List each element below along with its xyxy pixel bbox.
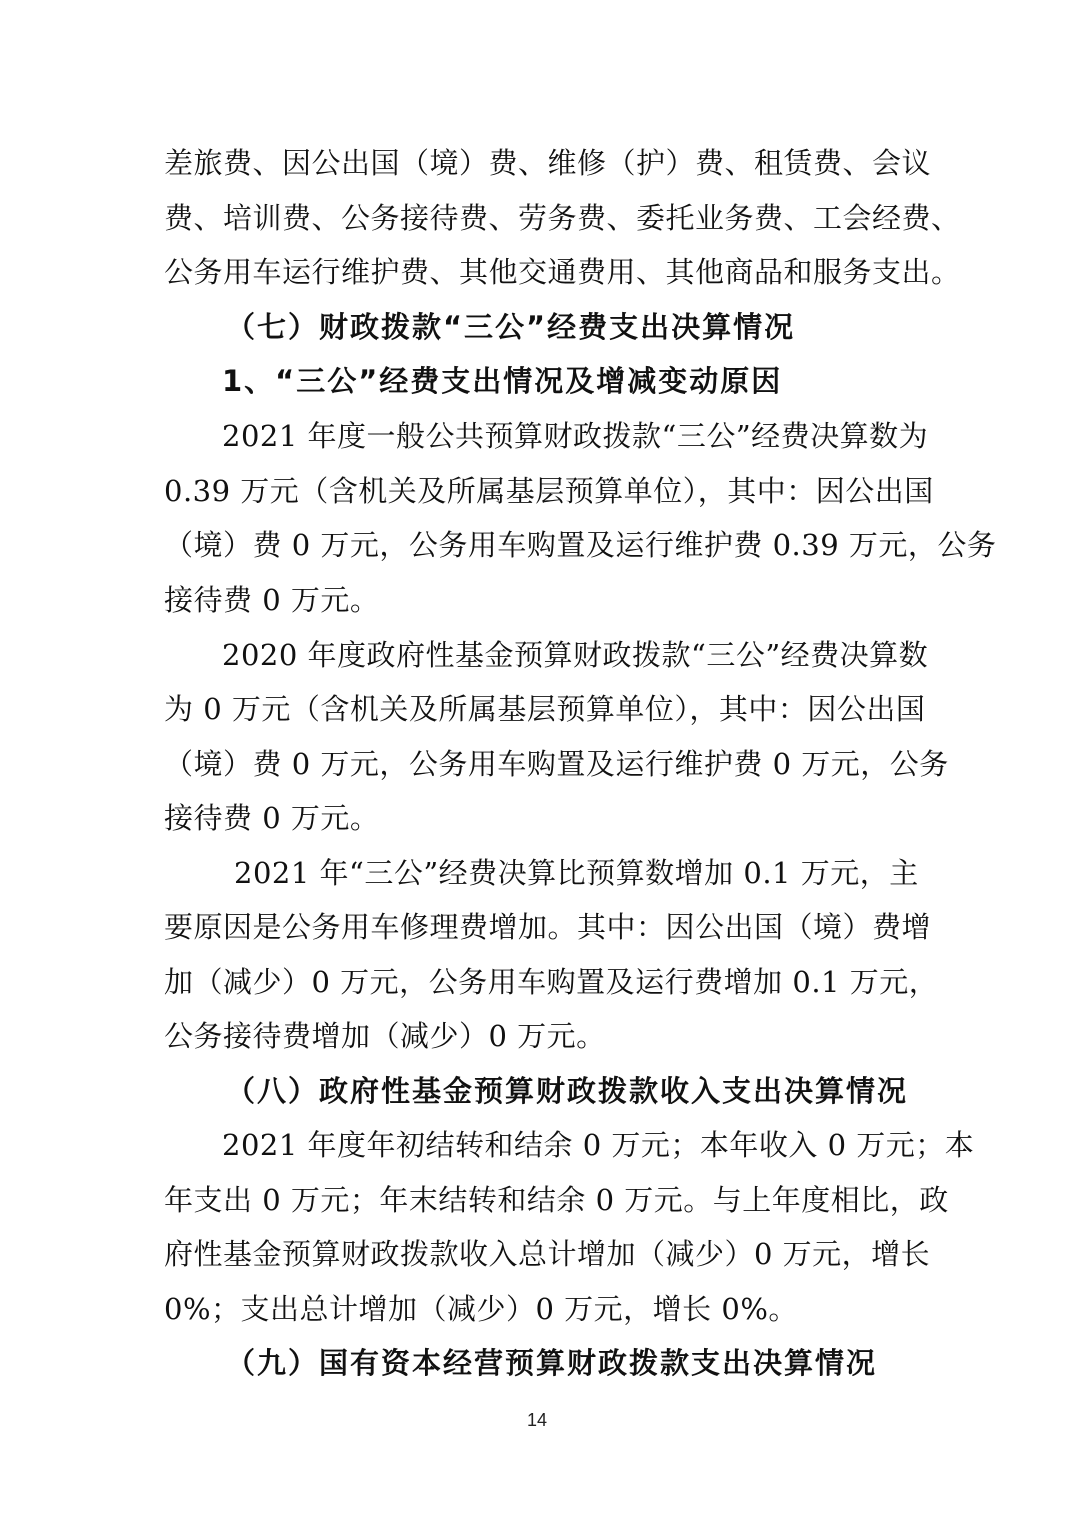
body-line: （境）费 0 万元，公务用车购置及运行维护费 0 万元，公务	[164, 747, 949, 781]
body-line: （境）费 0 万元，公务用车购置及运行维护费 0.39 万元，公务	[164, 528, 997, 562]
body-line: 2021 年度一般公共预算财政拨款“三公”经费决算数为	[222, 419, 929, 453]
body-line: 公务接待费增加（减少）0 万元。	[164, 1019, 606, 1053]
section-heading-9: （九）国有资本经营预算财政拨款支出决算情况	[226, 1346, 878, 1380]
body-line: 接待费 0 万元。	[164, 801, 380, 835]
body-line: 年支出 0 万元；年末结转和结余 0 万元。与上年度相比，政	[164, 1183, 949, 1217]
body-line: 2020 年度政府性基金预算财政拨款“三公”经费决算数	[222, 638, 929, 672]
body-line: 公务用车运行维护费、其他交通费用、其他商品和服务支出。	[164, 255, 961, 289]
section-heading-8: （八）政府性基金预算财政拨款收入支出决算情况	[226, 1074, 909, 1108]
section-heading-7: （七）财政拨款“三公”经费支出决算情况	[226, 310, 796, 344]
body-line: 为 0 万元（含机关及所属基层预算单位），其中：因公出国	[164, 692, 926, 726]
body-line: 2021 年度年初结转和结余 0 万元；本年收入 0 万元；本	[222, 1128, 975, 1162]
subsection-heading-1: 1、“三公”经费支出情况及增减变动原因	[222, 364, 783, 398]
body-line: 0%；支出总计增加（减少）0 万元，增长 0%。	[164, 1292, 798, 1326]
body-line: 2021 年“三公”经费决算比预算数增加 0.1 万元，主	[234, 856, 919, 890]
body-line: 0.39 万元（含机关及所属基层预算单位），其中：因公出国	[164, 474, 934, 508]
body-line: 要原因是公务用车修理费增加。其中：因公出国（境）费增	[164, 910, 932, 944]
body-line: 府性基金预算财政拨款收入总计增加（减少）0 万元，增长	[164, 1237, 931, 1271]
body-line: 加（减少）0 万元，公务用车购置及运行费增加 0.1 万元，	[164, 965, 939, 999]
body-line: 费、培训费、公务接待费、劳务费、委托业务费、工会经费、	[164, 201, 961, 235]
body-line: 接待费 0 万元。	[164, 583, 380, 617]
page-number: 14	[526, 1410, 548, 1430]
body-line: 差旅费、因公出国（境）费、维修（护）费、租赁费、会议	[164, 146, 932, 180]
